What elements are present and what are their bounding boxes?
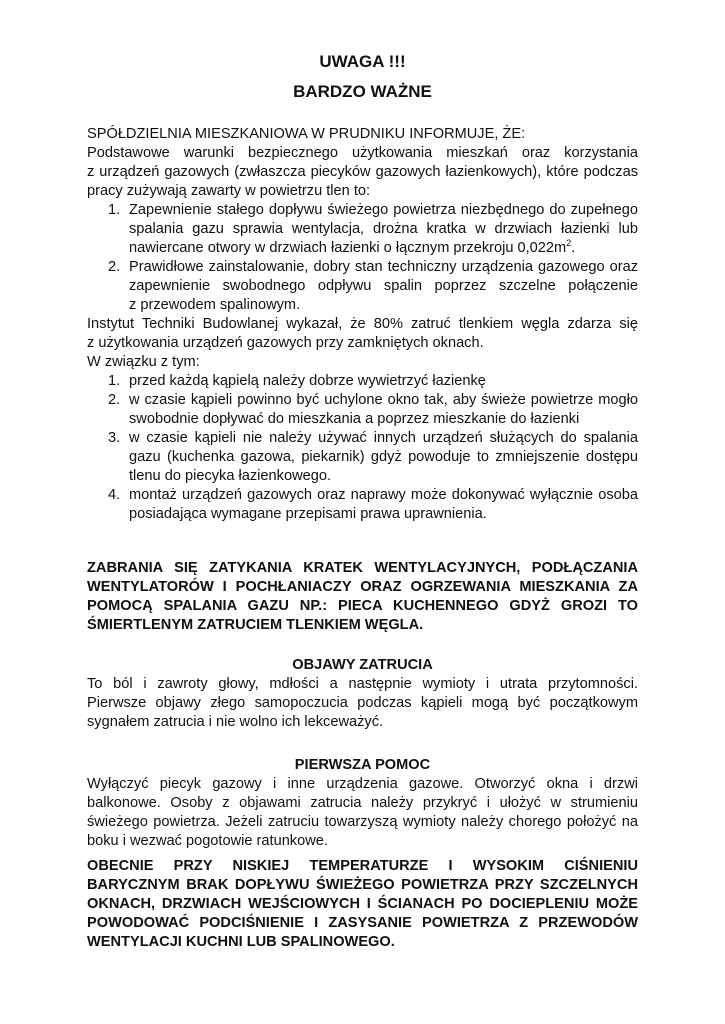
first-aid-heading: PIERWSZA POMOC bbox=[294, 757, 431, 773]
prohibition-line: WENTYLATORÓW I POCHŁANIACZY ORAZ OGRZEWANIA MIESZKANIA ZA bbox=[87, 579, 638, 595]
symptoms-line: sygnałem zatrucia i nie wolno ich lekceważyć. bbox=[87, 714, 384, 730]
symptoms-heading: OBJAWY ZATRUCIA bbox=[292, 657, 433, 673]
prohibition-line: POMOCĄ SPALANIA GAZU NP.: PIECA KUCHENNEGO GDYŻ GROZI TO bbox=[87, 598, 638, 614]
list-number: 2. bbox=[108, 259, 121, 275]
warning-line: WENTYLACJI KUCHNI LUB SPALINOWEGO. bbox=[87, 934, 395, 950]
recommendations-list bbox=[87, 372, 638, 524]
symptoms-line: To ból i zawroty głowy, mdłości a następnie wymioty i utrata przytomności. bbox=[87, 676, 638, 692]
list-item bbox=[87, 391, 638, 429]
first-aid-line: balkonowe. Osoby z objawami zatrucia należy przykryć i ułożyć w strumieniu bbox=[87, 795, 638, 811]
intro-line: z urządzeń gazowych (zwłaszcza piecyków gazowych łazienkowych), które podczas bbox=[87, 164, 638, 180]
list-item bbox=[87, 429, 638, 486]
list-number: 4. bbox=[108, 487, 121, 503]
first-aid-section bbox=[87, 775, 638, 851]
warning-section bbox=[87, 857, 638, 952]
list-line: z przewodem spalinowym. bbox=[129, 297, 301, 313]
title-line-1: UWAGA !!! bbox=[319, 52, 406, 71]
institute-lead: W związku z tym: bbox=[87, 354, 200, 370]
list-item bbox=[87, 201, 638, 258]
institute-section bbox=[87, 315, 638, 372]
list-number: 2. bbox=[108, 392, 121, 408]
first-aid-line: świeżego powietrza. Jeżeli zatruciu towarzyszą wymioty należy chorego położyć na bbox=[87, 814, 638, 830]
intro-line: Podstawowe warunki bezpiecznego użytkowania mieszkań oraz korzystania bbox=[87, 145, 638, 161]
list-line: swobodnie dopływać do mieszkania a poprzez mieszkanie do łazienki bbox=[129, 411, 580, 427]
list-line: w czasie kąpieli nie należy używać innych urządzeń służących do spalania bbox=[129, 430, 638, 446]
prohibition-line: ZABRANIA SIĘ ZATYKANIA KRATEK WENTYLACYJNYCH, PODŁĄCZANIA bbox=[87, 560, 638, 576]
institute-line: Instytut Techniki Budowlanej wykazał, że 80% zatruć tlenkiem węgla zdarza się bbox=[87, 316, 638, 332]
list-number: 3. bbox=[108, 430, 121, 446]
list-line: w czasie kąpieli powinno być uchylone okno tak, aby świeże powietrze mogło bbox=[129, 392, 638, 408]
list-item bbox=[87, 372, 638, 391]
list-number: 1. bbox=[108, 373, 121, 389]
institute-line: z użytkowania urządzeń gazowych przy zamkniętych oknach. bbox=[87, 335, 484, 351]
intro-section bbox=[87, 125, 638, 201]
list-item bbox=[87, 486, 638, 524]
list-line: spalania gazu sprawia wentylacja, drożna kratka w drzwiach łazienki lub bbox=[129, 221, 638, 237]
first-aid-line: Wyłączyć piecyk gazowy i inne urządzenia gazowe. Otworzyć okna i drzwi bbox=[87, 776, 638, 792]
list-line: gazu (kuchenka gazowa, piekarnik) gdyż powoduje to zmniejszenie dostępu bbox=[129, 449, 638, 465]
list-line: przed każdą kąpielą należy dobrze wywietrzyć łazienkę bbox=[129, 373, 486, 389]
symptoms-section bbox=[87, 675, 638, 732]
warning-line: OKNACH, DRZWIACH WEJŚCIOWYCH I ŚCIANACH PO DOCIEPLENIU MOŻE bbox=[87, 896, 638, 912]
list-line-last bbox=[129, 239, 638, 258]
list-line: tlenu do piecyka łazienkowego. bbox=[129, 468, 332, 484]
title-line-2: BARDZO WAŻNE bbox=[293, 82, 432, 101]
list-line: Prawidłowe zainstalowanie, dobry stan techniczny urządzenia gazowego oraz bbox=[129, 259, 638, 275]
symptoms-line: Pierwsze objawy złego samopoczucia podczas kąpieli mogą być początkowym bbox=[87, 695, 638, 711]
announcement: SPÓŁDZIELNIA MIESZKANIOWA W PRUDNIKU INFORMUJE, ŻE: bbox=[87, 126, 526, 142]
list-line: Zapewnienie stałego dopływu świeżego powietrza niezbędnego do zupełnego bbox=[129, 202, 638, 218]
warning-line: BARYCZNYM BRAK DOPŁYWU ŚWIEŻEGO POWIETRZA PRZY SZCZELNYCH bbox=[87, 877, 638, 893]
list-line-end: . bbox=[571, 240, 576, 256]
list-line: posiadająca wymagane przepisami prawa uprawnienia. bbox=[129, 506, 487, 522]
prohibition-line: ŚMIERTLENYM ZATRUCIEM TLENKIEM WĘGLA. bbox=[87, 617, 424, 633]
warning-line: OBECNIE PRZY NISKIEJ TEMPERATURZE I WYSOKIM CIŚNIENIU bbox=[87, 858, 638, 874]
list-line: zapewnienie swobodnego odpływu spalin poprzez szczelne połączenie bbox=[129, 278, 638, 294]
list-item bbox=[87, 258, 638, 315]
warning-line: POWODOWAĆ PODCIŚNIENIE I ZASYSANIE POWIETRZA Z PRZEWODÓW bbox=[87, 915, 638, 931]
conditions-list bbox=[87, 201, 638, 315]
list-line: montaż urządzeń gazowych oraz naprawy może dokonywać wyłącznie osoba bbox=[129, 487, 638, 503]
first-aid-line: boku i wezwać pogotowie ratunkowe. bbox=[87, 833, 328, 849]
list-number: 1. bbox=[108, 202, 121, 218]
intro-line: pracy zużywają zawarty w powietrzu tlen to: bbox=[87, 183, 371, 199]
list-line-text: nawiercane otwory w drzwiach łazienki o łącznym przekroju 0,022m bbox=[129, 240, 567, 256]
prohibition-section bbox=[87, 559, 638, 635]
superscript: 2 bbox=[566, 238, 572, 248]
